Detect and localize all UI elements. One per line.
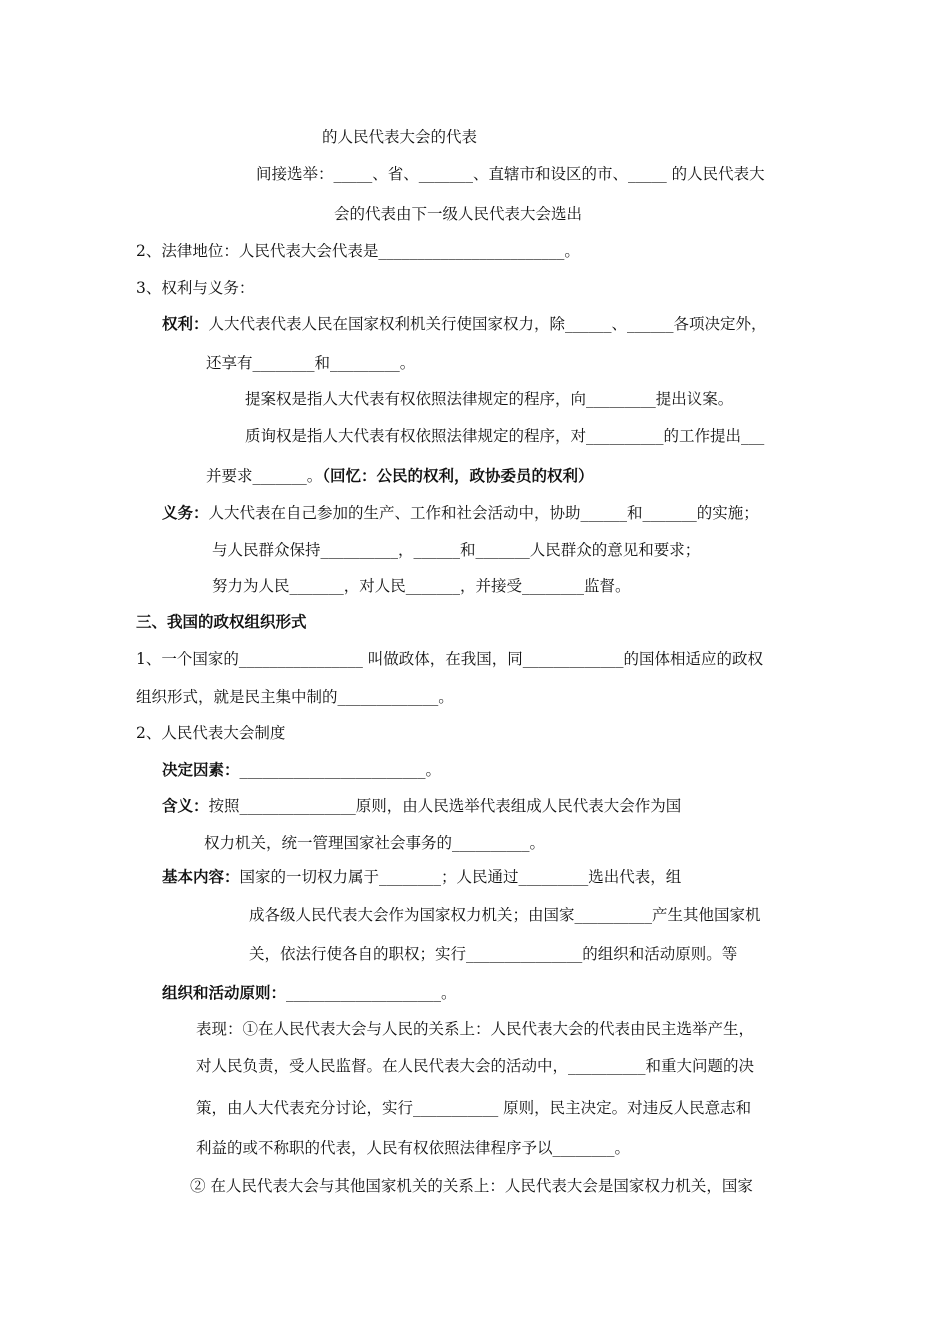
- bold-label: 组织和活动原则：: [162, 983, 287, 1002]
- text-line: 策，由人大代表充分讨论，实行___________ 原则，民主决定。对违反人民意志和: [196, 1099, 752, 1117]
- text-line: 利益的或不称职的代表，人民有权依照法律程序予以________。: [196, 1139, 631, 1157]
- text-line: 3、权利与义务：: [136, 279, 255, 297]
- bold-label: 含义：: [162, 796, 209, 815]
- text-line: [162, 983, 457, 1003]
- text-line: 表现：①在人民代表大会与人民的关系上：人民代表大会的代表由民主选举产生，: [196, 1020, 755, 1038]
- bold-label: 义务：: [162, 503, 209, 522]
- text-span: 并要求_______。: [206, 467, 323, 485]
- bold-label: 权利：: [162, 314, 209, 333]
- duties-line: [162, 503, 759, 523]
- bold-note: （回忆：公民的权利，政协委员的权利）: [322, 466, 594, 485]
- text-line: 的人民代表大会的代表: [322, 128, 478, 146]
- text-span: ____________________。: [286, 984, 457, 1002]
- text-line: ② 在人民代表大会与其他国家机关的关系上：人民代表大会是国家权力机关，国家: [190, 1177, 753, 1195]
- text-line: 与人民群众保持__________，______和_______人民群众的意见和要求；: [212, 541, 701, 559]
- text-line: 2、人民代表大会制度: [136, 724, 286, 742]
- text-line: [162, 867, 681, 887]
- rights-line: [162, 314, 767, 334]
- text-line: [162, 760, 441, 780]
- text-span: ________________________。: [239, 761, 442, 779]
- text-line: [206, 466, 594, 486]
- text-line: 成各级人民代表大会作为国家权力机关；由国家__________产生其他国家机: [249, 906, 761, 924]
- text-line: 关，依法行使各自的职权；实行_______________的组织和活动原则。等: [249, 945, 738, 963]
- text-line: 对人民负责，受人民监督。在人民代表大会的活动中，__________和重大问题的决: [196, 1057, 755, 1075]
- text-line: 权力机关，统一管理国家社会事务的__________。: [204, 834, 546, 852]
- text-span: 人大代表代表人民在国家权利机关行使国家权力，除______、______各项决定外，: [208, 315, 767, 333]
- text-span: 国家的一切权力属于________；人民通过_________选出代表，组: [239, 868, 682, 886]
- text-span: 按照_______________原则，由人民选举代表组成人民代表大会作为国: [208, 797, 682, 815]
- bold-label: 决定因素：: [162, 760, 240, 779]
- text-line: [162, 796, 681, 816]
- text-line: 提案权是指人大代表有权依照法律规定的程序，向_________提出议案。: [245, 390, 734, 408]
- text-line: 组织形式，就是民主集中制的_____________。: [136, 688, 454, 706]
- text-line: 还享有________和_________。: [206, 354, 416, 372]
- text-line: 会的代表由下一级人民代表大会选出: [334, 205, 583, 223]
- text-line: 间接选举：_____、省、_______、直辖市和设区的市、_____ 的人民代表大: [256, 165, 765, 183]
- text-line: 2、法律地位：人民代表大会代表是________________________。: [136, 242, 580, 260]
- text-line: 1、一个国家的________________ 叫做政体，在我国，同_____________的国体相适应的政权: [136, 650, 764, 668]
- text-line: 质询权是指人大代表有权依照法律规定的程序，对__________的工作提出___: [245, 427, 765, 445]
- section-heading: 三、我国的政权组织形式: [136, 612, 307, 631]
- text-span: 人大代表在自己参加的生产、工作和社会活动中，协助______和_______的实施；: [208, 504, 759, 522]
- bold-label: 基本内容：: [162, 867, 240, 886]
- text-line: 努力为人民_______，对人民_______，并接受________监督。: [212, 577, 631, 595]
